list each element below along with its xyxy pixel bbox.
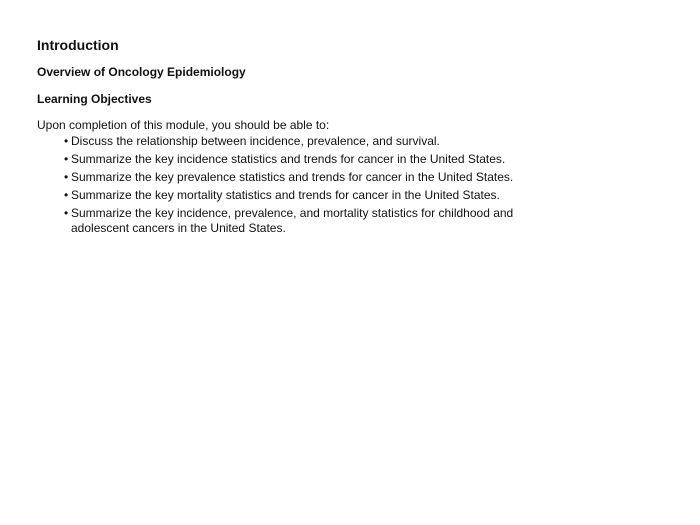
objective-item: • Discuss the relationship between incidence, prevalence, and survival.	[64, 134, 564, 149]
objective-item: • Summarize the key mortality statistics and trends for cancer in the United States.	[64, 188, 564, 203]
section-title: Introduction	[37, 37, 119, 53]
objective-item: • Summarize the key incidence statistics and trends for cancer in the United States.	[64, 152, 564, 167]
objective-item: • Summarize the key incidence, prevalence, and mortality statistics for childhood and adolescent cancers in the United States.	[64, 206, 516, 236]
learning-objectives-heading: Learning Objectives	[37, 92, 152, 106]
objectives-list	[64, 134, 564, 239]
module-title: Overview of Oncology Epidemiology	[37, 65, 246, 79]
objectives-intro: Upon completion of this module, you should be able to:	[37, 118, 330, 132]
objective-item: • Summarize the key prevalence statistics and trends for cancer in the United States.	[64, 170, 564, 185]
